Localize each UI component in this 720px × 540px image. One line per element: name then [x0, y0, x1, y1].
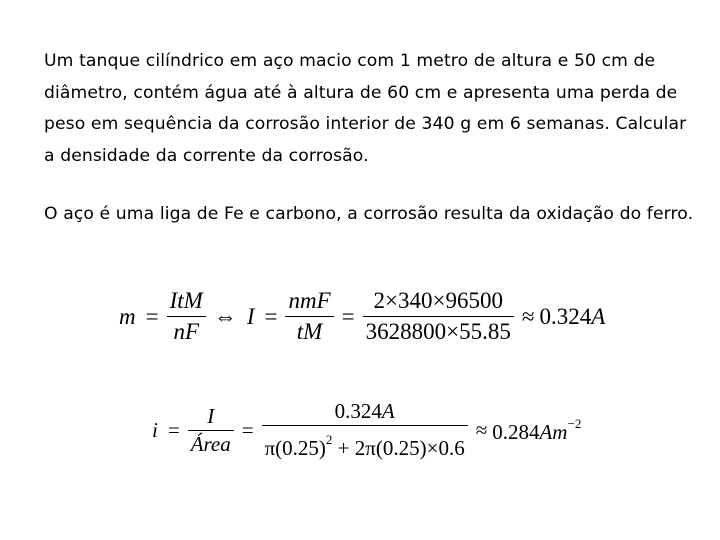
eq2-fraction-numeric [262, 398, 468, 462]
eq2-result-value: 0.284 [492, 419, 540, 444]
eq1-result [540, 304, 606, 330]
eq2-den-term-b: + 2π(0.25)×0.6 [332, 436, 465, 460]
eq1-fraction-itm-nf [167, 286, 206, 347]
eq2-den-term-a: π(0.25) [264, 436, 326, 460]
eq2-result-unit: Am [539, 419, 568, 444]
eq2-result [492, 416, 581, 445]
eq1-lhs: m [119, 303, 136, 329]
eq2-frac2-denominator [262, 426, 468, 462]
eq2-frac2-numerator [262, 398, 468, 426]
eq1-approx-symbol: ≈ [521, 303, 535, 329]
eq2-num-value: 0.324 [334, 399, 382, 423]
eq1-frac3-denominator: 3628800×55.85 [365, 319, 511, 344]
eq2-frac1-numerator: I [188, 403, 234, 431]
eq2-den-exponent: 2 [325, 432, 333, 447]
eq1-equals: = [145, 303, 159, 329]
equation-current-density [147, 398, 586, 462]
eq1-iff-symbol: ⇔ [213, 303, 237, 329]
eq1-fraction-numeric [363, 286, 514, 347]
eq1-frac1-numerator: ItM [167, 286, 206, 317]
eq1-result-unit: A [591, 303, 606, 329]
problem-statement: Um tanque cilíndrico em aço macio com 1 metro de altura e 50 cm de diâmetro, contém água até à altura de 60 cm e apresenta uma perda de peso em sequência da corrosão interior de 340 g em 6 semanas. Calcular a densidade da corrente da corrosão. [44, 51, 687, 166]
eq1-frac2-denominator: tM [296, 319, 323, 344]
equation-current [114, 286, 610, 347]
eq2-approx-symbol: ≈ [475, 417, 488, 442]
eq2-frac1-denominator: Área [190, 431, 231, 456]
eq2-equals-2: = [241, 417, 254, 442]
eq1-frac3-numerator: 2×340×96500 [363, 286, 514, 317]
eq1-frac1-denominator: nF [173, 319, 199, 344]
eq1-equals-3: = [341, 303, 355, 329]
problem-note: O aço é uma liga de Fe e carbono, a corrosão resulta da oxidação do ferro. [44, 204, 694, 224]
eq2-result-exponent: −2 [567, 415, 582, 431]
eq1-equals-2: = [264, 303, 278, 329]
eq2-fraction-i-area [188, 403, 234, 458]
eq2-num-unit: A [381, 399, 395, 423]
eq2-lhs: i [152, 417, 158, 442]
eq1-frac2-numerator: nmF [285, 286, 333, 317]
eq2-equals: = [167, 417, 180, 442]
eq1-fraction-nmf-tm [285, 286, 333, 347]
eq1-var-i: I [246, 303, 255, 329]
eq1-result-value: 0.324 [539, 303, 592, 329]
